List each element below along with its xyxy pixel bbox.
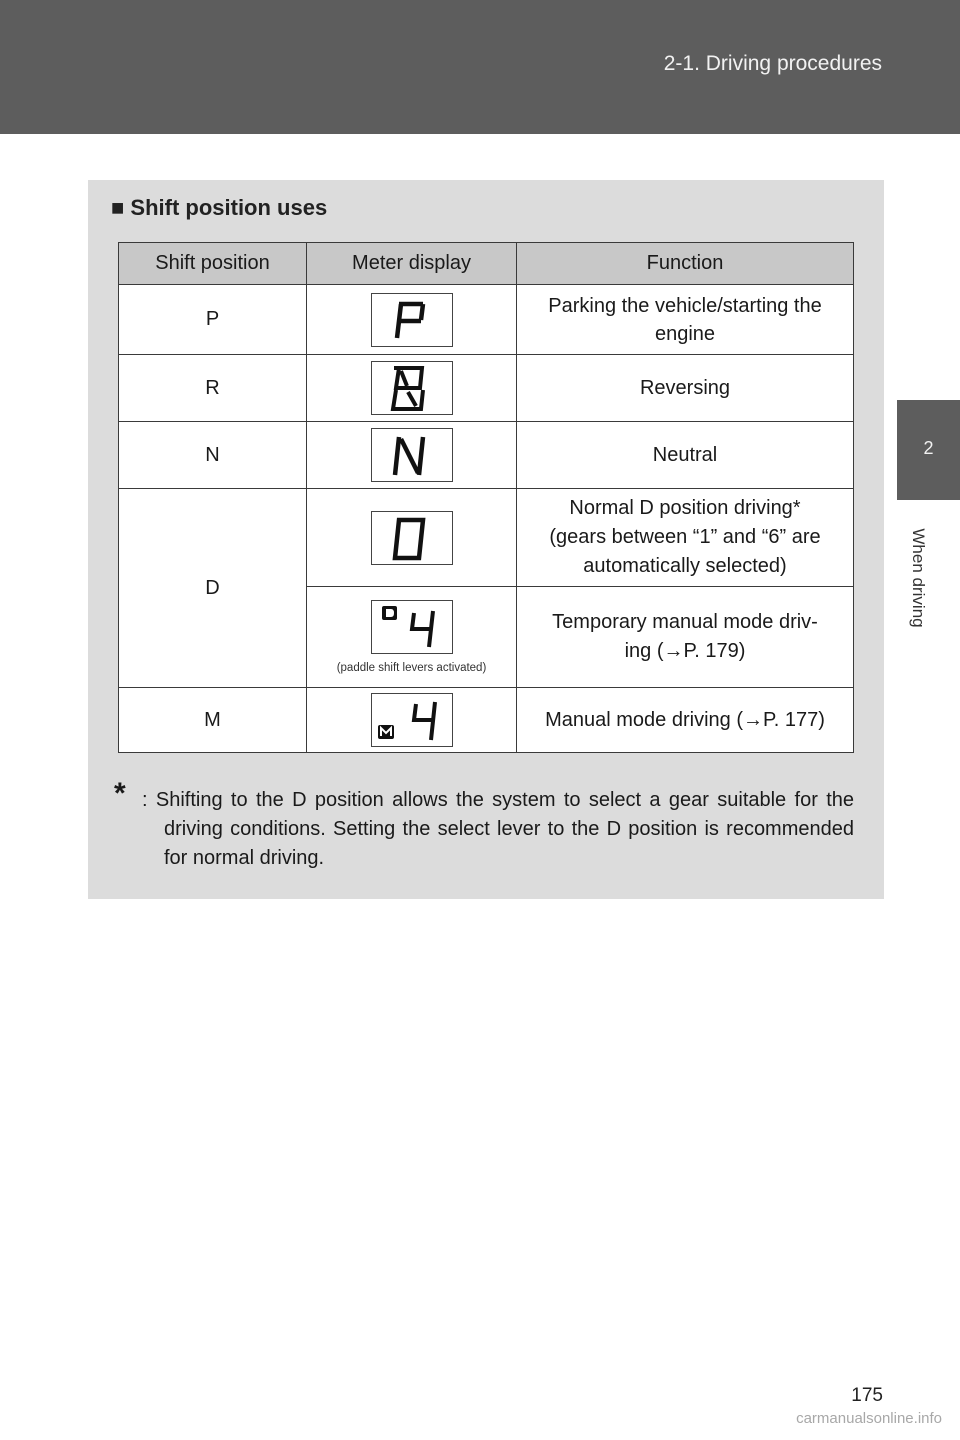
function-text: Normal D position driving* — [569, 497, 801, 519]
footnote-text: : Shifting to the D position allows the system to select a gear suitable for the driving conditions. Setting the select lever to the D position is recommended for normal driving. — [142, 789, 854, 869]
chapter-label-text: When driving — [909, 528, 928, 628]
meter-r-icon — [371, 361, 453, 415]
column-header: Shift position — [119, 243, 307, 285]
table-row — [119, 285, 854, 355]
meter-display-cell — [307, 355, 517, 422]
chapter-number: 2 — [923, 438, 934, 458]
column-header: Function — [517, 243, 854, 285]
chapter-tab — [897, 400, 960, 500]
meter-d4-icon — [371, 600, 453, 654]
shift-position-cell: M — [119, 688, 307, 753]
function-text: (gears between “1” and “6” are — [549, 526, 821, 548]
display-note: (paddle shift levers activated) — [336, 662, 487, 674]
column-header: Meter display — [307, 243, 517, 285]
page-header — [0, 0, 960, 134]
function-cell: Reversing — [517, 355, 854, 422]
function-cell: Neutral — [517, 422, 854, 489]
function-cell: Manual mode driving (→P. 177) — [517, 688, 854, 753]
shift-position-cell: R — [119, 355, 307, 422]
shift-position-cell: D — [119, 489, 307, 688]
meter-d-icon — [371, 511, 453, 565]
shift-position-cell: N — [119, 422, 307, 489]
footnote-marker: * — [114, 777, 126, 810]
table-row — [119, 422, 854, 489]
function-text: automatically selected) — [583, 555, 787, 577]
function-text: ing (→P. 179) — [624, 640, 746, 662]
table-header-row — [119, 243, 854, 285]
function-cell — [517, 285, 854, 355]
meter-display-cell — [307, 489, 517, 587]
function-text: Temporary manual mode driv- — [552, 611, 818, 633]
table-row — [119, 489, 854, 587]
shift-position-panel — [88, 180, 884, 899]
watermark: carmanualsonline.info — [796, 1410, 942, 1427]
meter-display-cell — [307, 587, 517, 688]
function-text: Parking the vehicle/starting the engine — [548, 294, 822, 345]
meter-display-cell — [307, 422, 517, 489]
shift-position-table — [118, 242, 854, 753]
meter-n-icon — [371, 428, 453, 482]
meter-display-cell — [307, 285, 517, 355]
function-cell — [517, 587, 854, 688]
function-cell — [517, 489, 854, 587]
table-row — [119, 355, 854, 422]
section-title: 2-1. Driving procedures — [663, 52, 882, 75]
meter-m4-icon — [371, 693, 453, 747]
shift-position-cell: P — [119, 285, 307, 355]
table-row — [119, 688, 854, 753]
page-number: 175 — [851, 1385, 883, 1406]
section-heading: ■ Shift position uses — [111, 195, 328, 220]
chapter-label — [898, 514, 938, 642]
meter-p-icon — [371, 293, 453, 347]
meter-display-cell — [307, 688, 517, 753]
